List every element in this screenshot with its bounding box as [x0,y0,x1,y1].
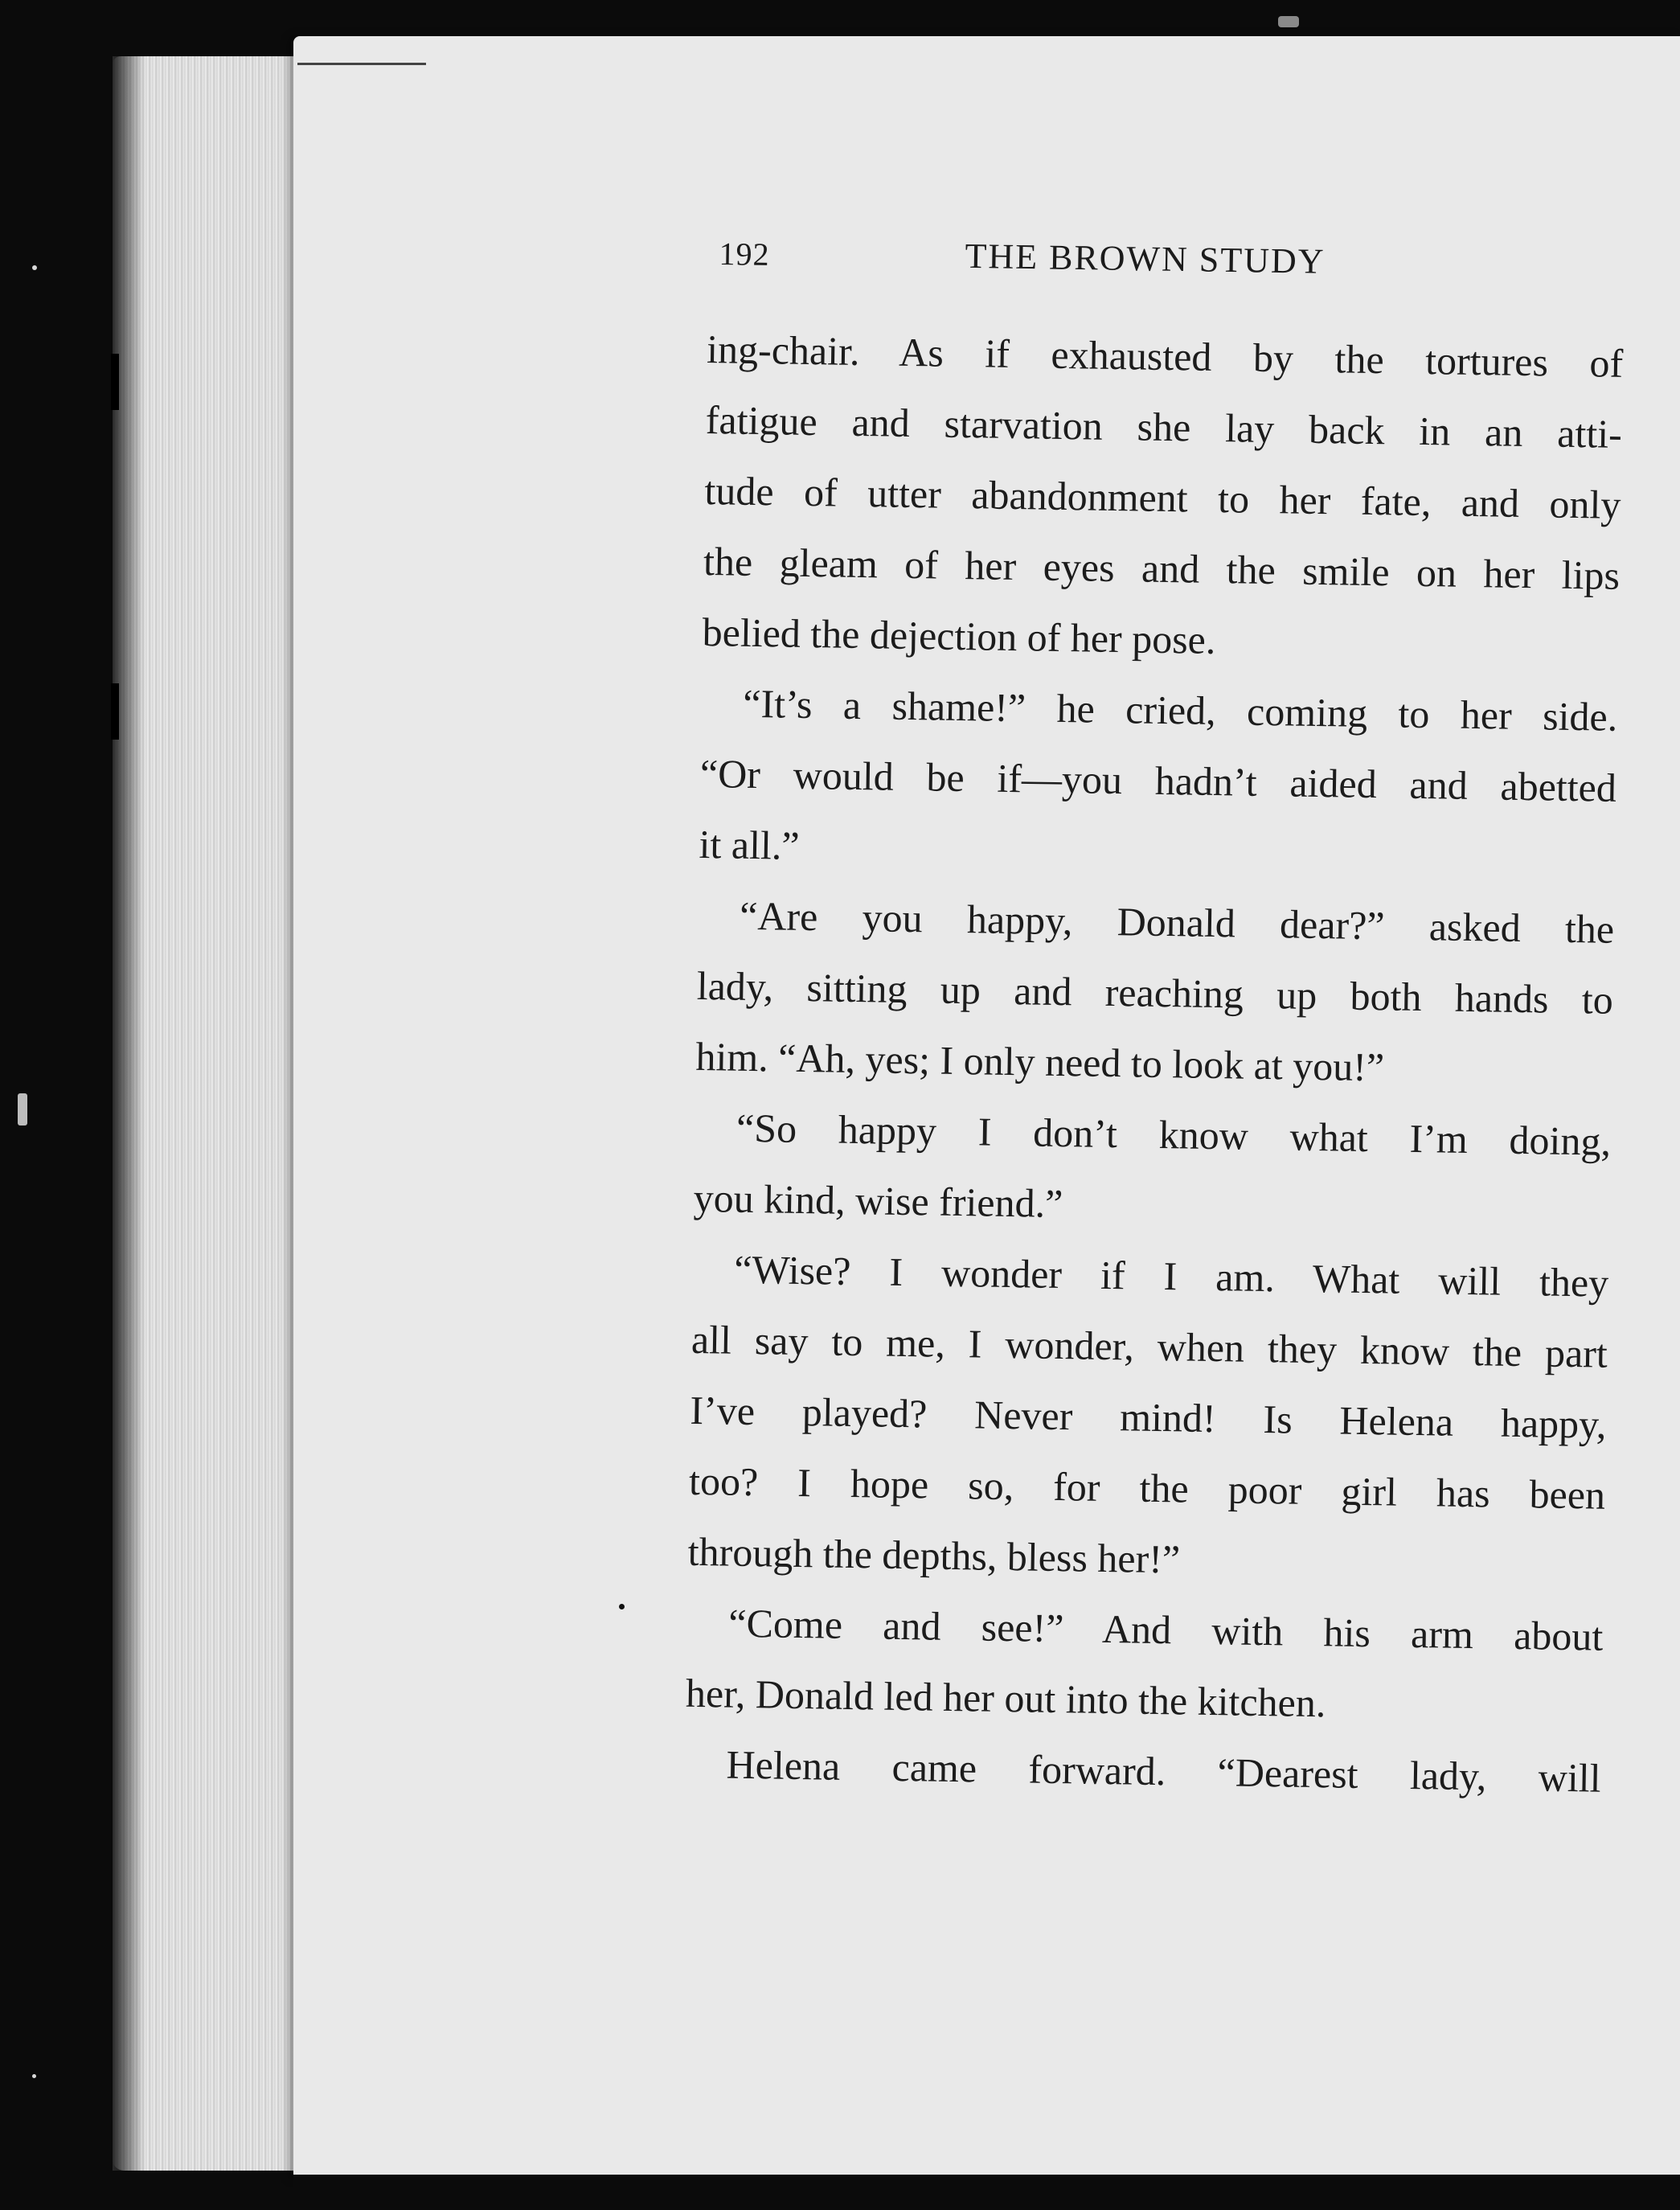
text-line: “So happy I don’t know what I’m doing, [736,1105,1612,1164]
text-line: fatigue and starvation she lay back in an atti- [705,396,1623,457]
text-line: “Come and see!” And with his arm about [727,1600,1604,1659]
text-line: the gleam of her eyes and the smile on her lips [703,538,1621,598]
text-line: “It’s a shame!” he cried, coming to her side. [742,680,1618,740]
dust-speck [32,2074,36,2078]
text-line: “Wise? I wonder if I am. What will they [733,1246,1609,1306]
text-line: belied the dejection of her pose. [702,609,1216,662]
page-edge-rule [297,63,426,65]
text-line: him. “Ah, yes; I only need to look at you!” [695,1033,1385,1090]
text-line: Helena came forward. “Dearest lady, will [726,1741,1601,1801]
text-line: through the depths, bless her!” [687,1528,1181,1582]
binding-mark [111,683,119,740]
dust-speck [32,265,37,270]
text-line: all say to me, I wonder, when they know the part [690,1316,1608,1376]
binding-mark [111,354,119,410]
text-line: her, Donald led her out into the kitchen. [685,1670,1326,1726]
text-line: I’ve played? Never mind! Is Helena happy, [690,1387,1607,1447]
dust-speck [619,1604,625,1609]
text-line: “Or would be if—you hadn’t aided and abetted [699,750,1617,810]
text-line: “Are you happy, Donald dear?” asked the [739,892,1615,952]
dust-speck [1278,16,1299,27]
text-line: ing-chair. As if exhausted by the tortures of [706,326,1624,386]
text-line: lady, sitting up and reaching up both hands to [696,962,1614,1023]
text-line: tude of utter abandonment to her fate, and only [704,467,1621,527]
text-line: it all.” [699,821,801,868]
book-title: THE BROWN STUDY [965,236,1326,281]
body-text [684,314,1624,1814]
page-number: 192 [719,235,770,273]
text-line: too? I hope so, for the poor girl has been [688,1458,1606,1518]
text-line: you kind, wise friend.” [693,1175,1063,1227]
dust-speck [18,1093,27,1126]
bottom-shadow [293,2175,1680,2210]
